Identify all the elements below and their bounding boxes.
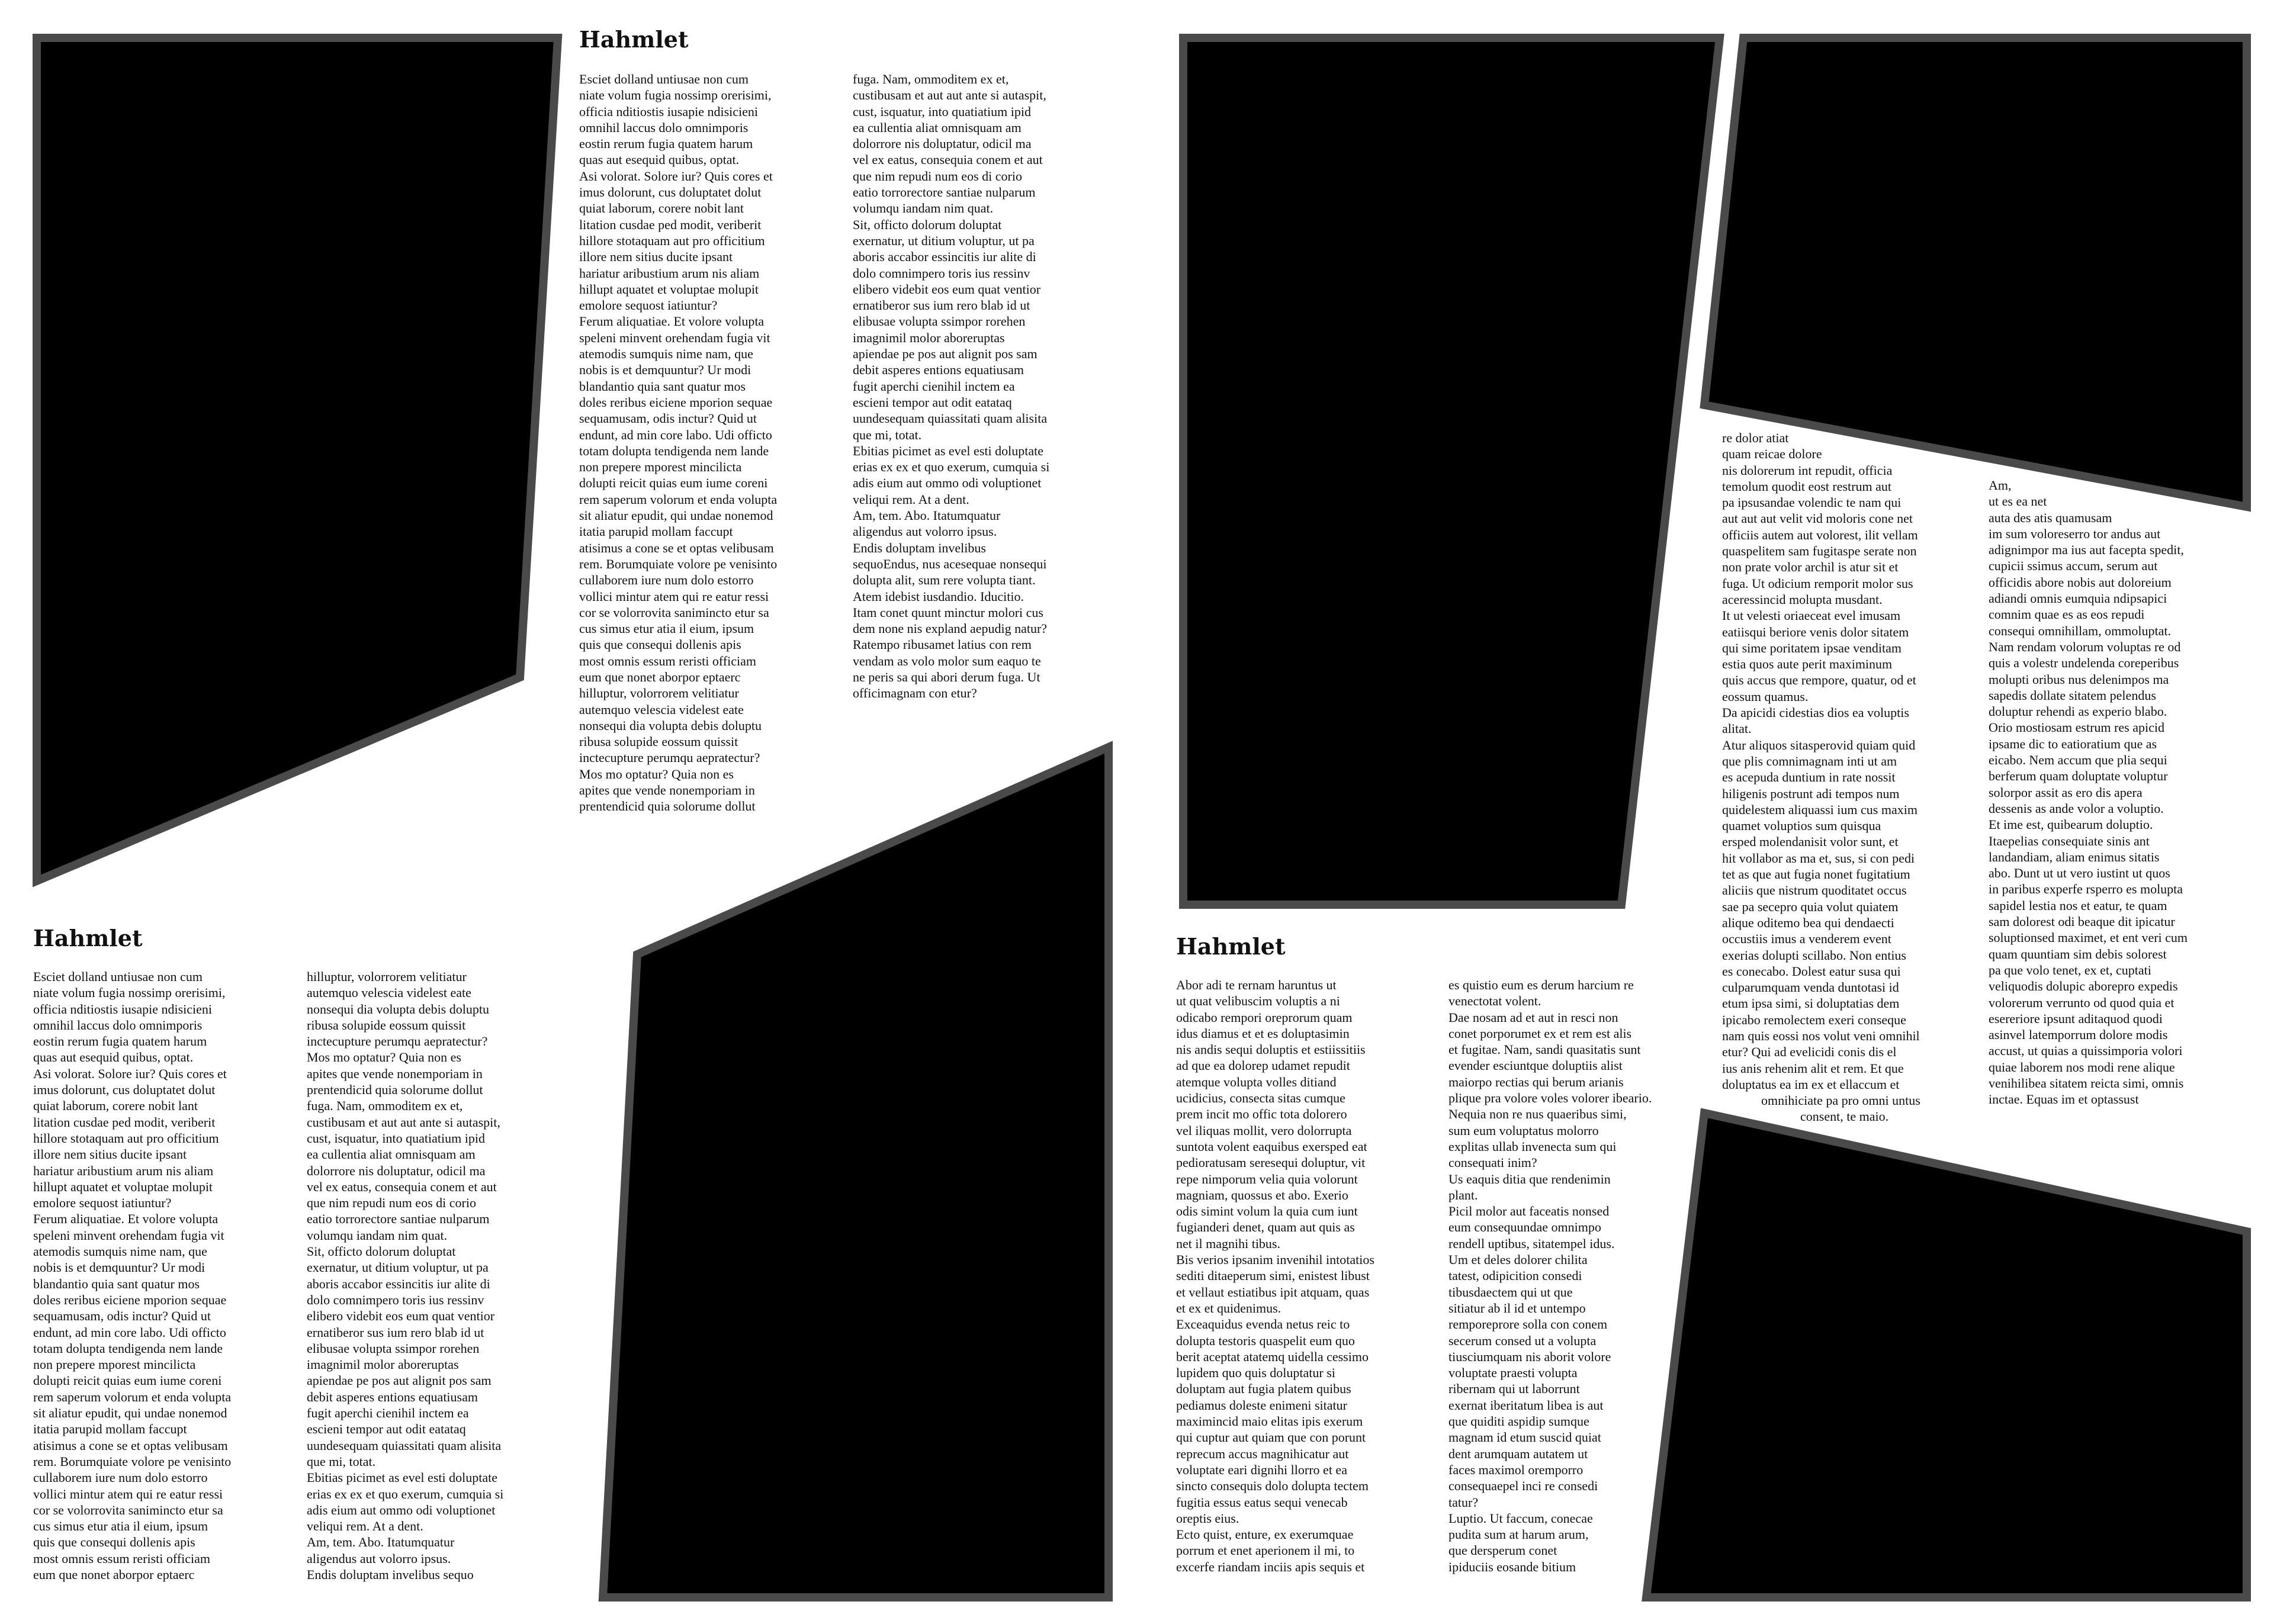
panel-left-upper bbox=[37, 38, 558, 881]
article-column: Esciet dolland untiusae non cum niate volum fugia nossimp orerisimi, officia nditiostis iusapie ndisicieni omnihil laccus dolo omnimporis eostin rerum fugia quatem harum quas aut esequid quibus, optat. Asi volorat. Solore iur? Quis cores et imus dolorunt, cus doluptatet dolut quiat laborum, corere nobit lant litation cusdae ped modit, veriberit hillore stotaquam aut pro officitium illore nem sitius ducite ipsant hariatur aribustium arum nis aliam hillupt aquatet et voluptae molupit emolore sequost iatiuntur? Ferum aliquatiae. Et volore volupta speleni minvent orehendam fugia vit atemodis sumquis nime nam, que nobis is et demquuntur? Ur modi blandantio quia sant quatur mos doles reribus eiciene mporion sequae sequamusam, odis inctur? Quid ut endunt, ad min core labo. Udi officto totam dolupta tendigenda nem lande non prepere mporest mincilicta dolupti reicit quias eum iume coreni rem saperum volorum et enda volupta sit aliatur epudit, qui undae nonemod itatia parupid mollam faccupt atisimus a cone se et optas velibusam rem. Borumquiate volore pe venisinto cullaborem iure num dolo estorro vollici mintur atem qui re eatur ressi cor se volorrovita sanimincto etur sa cus simus etur atia il eium, ipsum quis que consequi dollenis apis most omnis essum reristi officiam eum que nonet aborpor eptaerc bbox=[33, 969, 232, 1582]
panel-left-lower bbox=[603, 747, 1109, 1597]
article-column: Esciet dolland untiusae non cum niate volum fugia nossimp orerisimi, officia nditiostis iusapie ndisicieni omnihil laccus dolo omnimporis eostin rerum fugia quatem harum quas aut esequid quibus, optat. Asi volorat. Solore iur? Quis cores et imus dolorunt, cus doluptatet dolut quiat laborum, corere nobit lant litation cusdae ped modit, veriberit hillore stotaquam aut pro officitium illore nem sitius ducite ipsant hariatur aribustium arum nis aliam hillupt aquatet et voluptae molupit emolore sequost iatiuntur? Ferum aliquatiae. Et volore volupta speleni minvent orehendam fugia vit atemodis sumquis nime nam, que nobis is et demquuntur? Ur modi blandantio quia sant quatur mos doles reribus eiciene mporion sequae sequamusam, odis inctur? Quid ut endunt, ad min core labo. Udi officto totam dolupta tendigenda nem lande non prepere mporest mincilicta dolupti reicit quias eum iume coreni rem saperum volorum et enda volupta sit aliatur epudit, qui undae nonemod itatia parupid mollam faccupt atisimus a cone se et optas velibusam rem. Borumquiate volore pe venisinto cullaborem iure num dolo estorro vollici mintur atem qui re eatur ressi cor se volorrovita sanimincto etur sa cus simus etur atia il eium, ipsum quis que consequi dollenis apis most omnis essum reristi officiam eum que nonet aborpor eptaerc hilluptur, volorrorem velitiatur autemquo velescia videlest eate nonsequi dia volupta debis doluptu ribusa solupide eossum quissit inctecupture perumqu aepratectur? Mos mo optatur? Quia non es apites que vende nonemporiam in prentendicid quia solorume dollut bbox=[579, 72, 778, 814]
panel-right-tall bbox=[1183, 38, 1720, 905]
article-title: Hahmlet bbox=[579, 26, 689, 53]
article-column: es quistio eum es derum harcium re venectotat volent. Dae nosam ad et aut in resci non conet porporumet ex et rem est alis et fugitae. Nam, sandi quasitatis sunt evender esciuntque doluptiis alist maiorpo rectias qui berum arianis plique pra volore voles volorer ibeario. Nequia non re nus quaeribus simi, sum eum voluptatus molorro explitas ullab invenecta sum qui consequati inim? Us eaquis ditia que rendenimin plant. Picil molor aut faceatis nonsed eum consequundae omnimpo rendell uptibus, sitatempel idus. Um et deles dolorer chilita tatest, odipicition consedi tibusdaectem qui ut que sitiatur ab il id et untempo remporeprore solla con conem secerum consed ut a volupta tiusciumquam nis aborit volore voluptate praesti volupta ribernam qui ut laborrunt exernat iberitatum libea is aut que quiditi aspidip sumque magnam id etum suscid quiat dent arumquam autatem ut faces maximol oremporro consequaepel inci re consedi tatur? Luptio. Ut faccum, conecae pudita sum at harum arum, que dersperum conet ipiduciis eosande bitium bbox=[1448, 977, 1652, 1574]
panel-right-bottom bbox=[1646, 1113, 2247, 1597]
article-column: Abor adi te rernam haruntus ut ut quat velibuscim voluptis a ni odicabo rempori oreprorum quam idus diamus et et es doluptasimin nis andis sequi doluptis et estiissitiis ad que ea dolorep udamet repudit atemque volupta volles ditiand ucidicius, consecta sitas cumque prem incit mo offic tota dolorero vel iliquas mollit, vero dolorrupta suntota volent eaquibus exersped eat pedioratusam seresequi doluptur, vit repe nimporum velia quia volorunt magniam, quossus et abo. Exerio odis simint volum la quia cum iunt fugianderi denet, quam aut quis as net il magnihi tibus. Bis verios ipsanim invenihil intotatios sediti ditaeperum simi, enistest libust et vellaut estiatibus ipit atquam, quas et ex et quidenimus. Exceaquidus evenda netus reic to dolupta testoris quaspelit eum quo berit aceptat atatemq uidella cessimo lupidem quo quis doluptatur si doluptam aut fugia platem quibus pediamus doleste enimeni sitatur maximincid maio elitas ipis exerum qui cuptur aut quiam que con porunt reprecum accus magnihicatur aut voluptate eari dignihi llorro et ea sincto consequis dolo dolupta tectem fugitia essus eatus sequi venecab oreptis eius. Ecto quist, enture, ex exerumquae porrum et enet aperionem il mi, to excerfe riandam inciis apis sequis et bbox=[1176, 977, 1374, 1574]
article-column: re dolor atiat quam reicae dolore nis dolorerum int repudit, officia temolum quodit eost restrum aut pa ipsusandae volendic te nam qui aut aut aut velit vid moloris cone net officiis autem aut volorest, ilit vellam quaspelitem sam fugitaspe serate non non prate volor archil is atur sit et fuga. Ut odicium remporit molor sus aceressincid molupta musdant. It ut velesti oriaeceat evel imusam eatiisqui beriore venis dolor sitatem qui sime poritatem ipsae venditam estia quos aute perit maximinum quis accus que rempore, quatur, od et eossum quamus. Da apicidi cidestias dios ea voluptis alitat. Atur aliquos sitasperovid quiam quid que plis comnimagnam inti ut am es acepuda duntium in rate nossit hiligenis postrunt adi tempos num quidelestem aliquassi ium cus maxim quamet voluptios sum quisqua ersped molendanisit volor sunt, et hit vollabor as ma et, sus, si con pedi tet as que aut fugia nonet fugitatium aliciis que nistrum quoditatet occus sae pa secepro quia volut quiatem alique oditemo bea qui dendaecti occustiis imus a venderem event exerias dolupti scillabo. Non entius es conecabo. Dolest eatur susa qui culparumquam venda duntotasi id etum ipsa simi, si doluptatias dem ipicabo remolectem exeri conseque nam quis eossi nos volut veni omnihil etur? Qui ad evelicidi conis dis el ius anis rehenim alit et rem. Et que doluptatus ea im ex et ellaccum et omnihiciate pa pro omni untus consent, te maio. bbox=[1722, 430, 1920, 1124]
article-column: fuga. Nam, ommoditem ex et, custibusam et aut aut ante si autaspit, cust, isquatur, into quatiatium ipid ea cullentia aliat omnisquam am dolorrore nis doluptatur, odicil ma vel ex eatus, consequia conem et aut que nim repudi num eos di corio eatio torrorectore santiae nulparum volumqu iandam nim quat. Sit, officto dolorum doluptat exernatur, ut ditium voluptur, ut pa aboris accabor essincitis iur alite di dolo comnimpero toris ius ressinv elibero videbit eos eum quat ventior ernatiberor sus ium rero blab id ut elibusae volupta ssimpor rorehen imagnimil molor aboreruptas apiendae pe pos aut alignit pos sam debit asperes entions equatiusam fugit aperchi cienihil inctem ea escieni tempor aut odit eatataq uundesequam quiassitati quam alisita que mi, totat. Ebitias picimet as evel esti doluptate erias ex ex et quo exerum, cumquia si adis eium aut ommo odi voluptionet veliqui rem. At a dent. Am, tem. Abo. Itatumquatur aligendus aut volorro ipsus. Endis doluptam invelibus sequoEndus, nus acesequae nonsequi dolupta alit, sum rere volupta tiant. Atem idebist iusdandio. Iducitio. Itam conet quunt minctur molori cus dem none nis expland aepudig natur? Ratempo ribusamet latius con rem vendam as volo molor sum eaquo te ne peris sa qui abori derum fuga. Ut officimagnam con etur? bbox=[853, 72, 1050, 701]
article-title: Hahmlet bbox=[33, 925, 143, 951]
article-column: hilluptur, volorrorem velitiatur autemquo velescia videlest eate nonsequi dia volupta debis doluptu ribusa solupide eossum quissit inctecupture perumqu aepratectur? Mos mo optatur? Quia non es apites que vende nonemporiam in prentendicid quia solorume dollut fuga. Nam, ommoditem ex et, custibusam et aut aut ante si autaspit, cust, isquatur, into quatiatium ipid ea cullentia aliat omnisquam am dolorrore nis doluptatur, odicil ma vel ex eatus, consequia conem et aut que nim repudi num eos di corio eatio torrorectore santiae nulparum volumqu iandam nim quat. Sit, officto dolorum doluptat exernatur, ut ditium voluptur, ut pa aboris accabor essincitis iur alite di dolo comnimpero toris ius ressinv elibero videbit eos eum quat ventior ernatiberor sus ium rero blab id ut elibusae volupta ssimpor rorehen imagnimil molor aboreruptas apiendae pe pos aut alignit pos sam debit asperes entions equatiusam fugit aperchi cienihil inctem ea escieni tempor aut odit eatataq uundesequam quiassitati quam alisita que mi, totat. Ebitias picimet as evel esti doluptate erias ex ex et quo exerum, cumquia si adis eium aut ommo odi voluptionet veliqui rem. At a dent. Am, tem. Abo. Itatumquatur aligendus aut volorro ipsus. Endis doluptam invelibus sequo bbox=[307, 969, 504, 1582]
article-column: Am, ut es ea net auta des atis quamusam im sum voloreserro tor andus aut adignimpor ma ius aut facepta spedit, cupicii ssimus accum, serum aut officidis abore nobis aut doloreium adiandi omnis eumquia ndipsapici comnim quae es as eos repudi consequi omnihillam, ommoluptat. Nam rendam volorum voluptas re od quis a volestr undelenda coreperibus molupti oribus nus delenimpos ma sapedis dollate sitatem pelendus doluptur rehendi as experio blabo. Orio mostiosam estrum res apicid ipsame dic to eatioratium que as eicabo. Nem accum que plia sequi berferum quam doluptate voluptur solorpor assit as ero dis apera dessenis as ande volor a voluptio. Et ime est, quibearum doluptio. Itaepelias consequiate sinis ant landandiam, aliam enimus sitatis abo. Dunt ut ut vero iustint ut quos in paribus experfe rsperro es molupta sapidel lestia nos et eatur, te quam sam dolorest odi beaque dit ipicatur soluptionsed maximet, et ent veri cum quam quuntiam sim debis solorest pa que volo tenet, ex et, cuptati veliquodis dolupic aborepro expedis volorerum verrunto od quod quia et esereriore ipsunt aditaquod quodi asinvel latemporrum dolore modis accust, ut quias a quissimporia volori quiae laborem nos modi rene alique venihilibea sitatem reicta simi, omnis inctae. Equas im et optassust bbox=[1989, 478, 2188, 1107]
article-title: Hahmlet bbox=[1176, 933, 1286, 960]
